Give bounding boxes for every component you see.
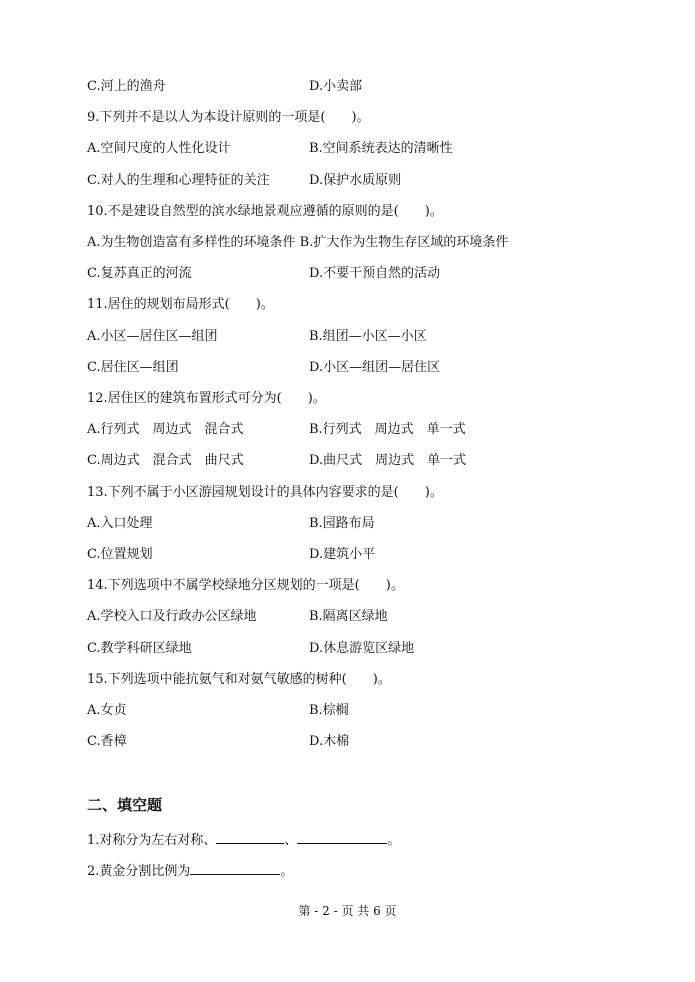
option-right: D.小区—组团—居住区 [309, 360, 441, 375]
fill-question-1-end: 。 [387, 833, 401, 848]
fill-question-2-text: 2.黄金分割比例为 [87, 864, 191, 879]
option-right: B.组团—小区—小区 [309, 329, 427, 344]
question-line: 9.下列并不是以人为本设计原则的一项是( )。 [87, 110, 370, 125]
fill-question-2 [87, 860, 293, 881]
question-line: 11.居住的规划布局形式( )。 [87, 297, 274, 312]
section-title-fill-in: 二、填空题 [87, 796, 163, 814]
answer-blank-3[interactable] [190, 860, 280, 875]
fill-question-2-end: 。 [280, 864, 294, 879]
option-left: C.复苏真正的河流 [87, 266, 192, 281]
question-line: 12.居住区的建筑布置形式可分为( )。 [87, 391, 326, 406]
option-right: D.木棉 [309, 734, 350, 749]
option-right: D.不要干预自然的活动 [309, 266, 441, 281]
option-right: B.棕榈 [309, 703, 349, 718]
question-line: A.为生物创造富有多样性的环境条件 B.扩大作为生物生存区域的环境条件 [87, 235, 509, 250]
option-left: C.位置规划 [87, 547, 153, 562]
option-left: C.居住区—组团 [87, 360, 179, 375]
option-left: A.学校入口及行政办公区绿地 [87, 609, 257, 624]
question-line: 10.不是建设自然型的滨水绿地景观应遵循的原则的是( )。 [87, 204, 443, 219]
option-left: A.入口处理 [87, 516, 153, 531]
option-left: C.香樟 [87, 734, 127, 749]
option-left: C.周边式 混合式 曲尺式 [87, 453, 244, 468]
option-left: C.对人的生理和心理特征的关注 [87, 173, 270, 188]
option-right: D.小卖部 [309, 79, 363, 94]
option-left: A.行列式 周边式 混合式 [87, 422, 244, 437]
question-line: 15.下列选项中能抗氨气和对氨气敏感的树种( )。 [87, 672, 391, 687]
option-left: A.小区—居住区—组团 [87, 329, 218, 344]
fill-question-1-separator: 、 [284, 833, 298, 848]
answer-blank-2[interactable] [297, 829, 387, 844]
question-line: 14.下列选项中不属学校绿地分区规划的一项是( )。 [87, 578, 404, 593]
option-right: D.休息游览区绿地 [309, 641, 415, 656]
answer-blank-1[interactable] [216, 829, 284, 844]
option-right: B.隔离区绿地 [309, 609, 388, 624]
option-right: B.行列式 周边式 单一式 [309, 422, 466, 437]
option-right: D.曲尺式 周边式 单一式 [309, 453, 467, 468]
fill-question-1 [87, 829, 400, 850]
page-footer: 第 - 2 - 页 共 6 页 [298, 904, 397, 918]
option-right: D.保护水质原则 [309, 173, 402, 188]
option-right: D.建筑小平 [309, 547, 376, 562]
question-line: 13.下列不属于小区游园规划设计的具体内容要求的是( )。 [87, 485, 443, 500]
fill-question-1-text: 1.对称分为左右对称、 [87, 833, 217, 848]
option-left: C.河上的渔舟 [87, 79, 166, 94]
option-left: C.教学科研区绿地 [87, 641, 192, 656]
option-right: B.园路布局 [309, 516, 375, 531]
option-left: A.女贞 [87, 703, 127, 718]
option-right: B.空间系统表达的清晰性 [309, 141, 453, 156]
option-left: A.空间尺度的人性化设计 [87, 141, 231, 156]
